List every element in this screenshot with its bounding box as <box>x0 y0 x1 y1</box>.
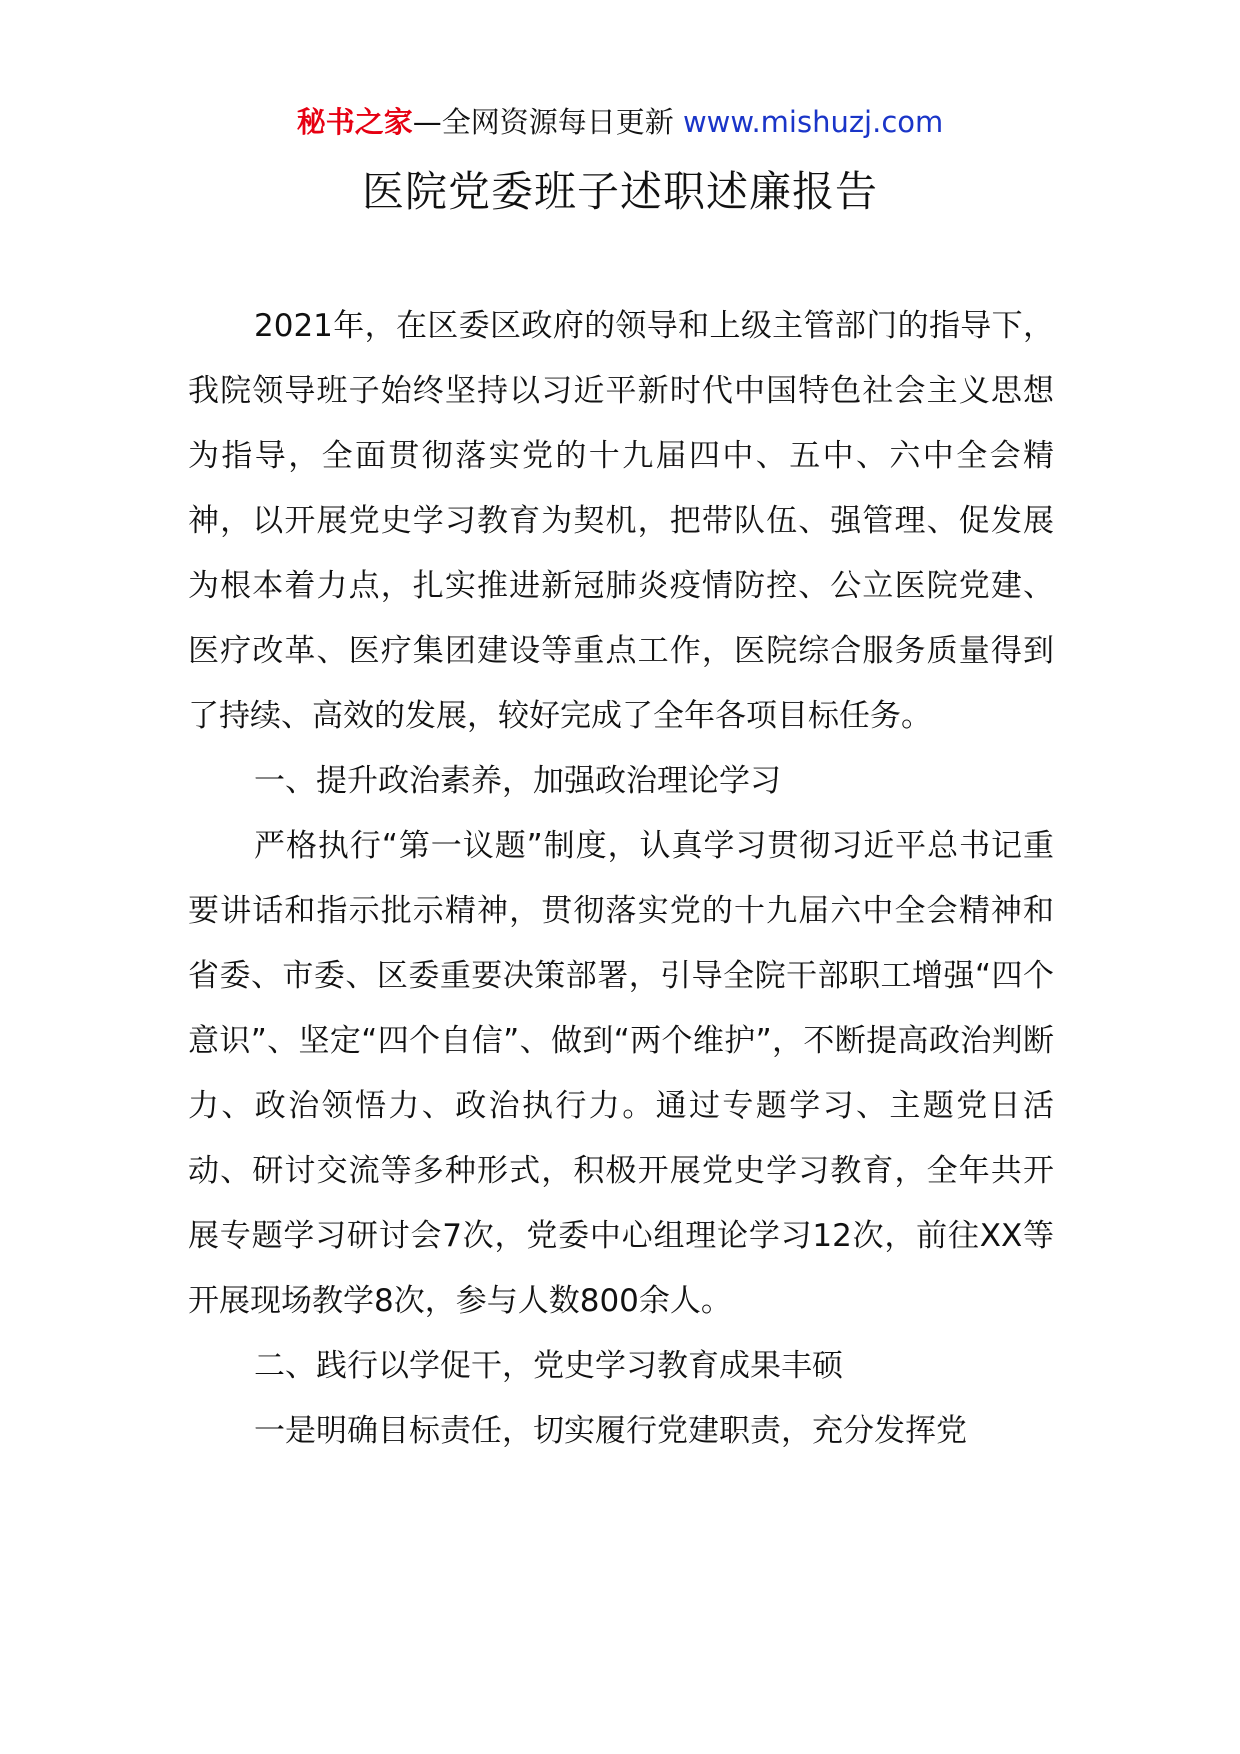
paragraph-section-2: 一是明确目标责任，切实履行党建职责，充分发挥党 <box>254 1413 967 1449</box>
brand-name: 秘书之家 <box>296 105 413 139</box>
watermark-header <box>0 102 1240 142</box>
document-title: 医院党委班子述职述廉报告 <box>361 167 878 216</box>
site-url-link[interactable]: www.mishuzj.com <box>682 105 944 139</box>
header-slogan: —全网资源每日更新 <box>412 105 674 139</box>
paragraph-section-1: 严格执行“第一议题”制度，认真学习贯彻习近平总书记重要讲话和指示批示精神，贯彻落实党的十九届六中全会精神和省委、市委、区委重要决策部署，引导全院干部职工增强“四个意识”、坚定“四个自信”、做到“两个维护”，不断提高政治判断力、政治领悟力、政治执行力。通过专题学习、主题党日活动、研讨交流等多种形式，积极开展党史学习教育，全年共开展专题学习研讨会7次，党委中心组理论学习12次，前往XX等开展现场教学8次，参与人数800余人。 <box>188 828 1054 1319</box>
section-heading-2: 二、践行以学促干，党史学习教育成果丰硕 <box>254 1348 843 1384</box>
paragraph-intro: 2021年，在区委区政府的领导和上级主管部门的指导下，我院领导班子始终坚持以习近平新时代中国特色社会主义思想为指导，全面贯彻落实党的十九届四中、五中、六中全会精神，以开展党史学习教育为契机，把带队伍、强管理、促发展为根本着力点，扎实推进新冠肺炎疫情防控、公立医院党建、医疗改革、医疗集团建设等重点工作，医院综合服务质量得到了持续、高效的发展，较好完成了全年各项目标任务。 <box>188 308 1054 734</box>
document-body <box>188 294 1054 1464</box>
section-heading-1: 一、提升政治素养，加强政治理论学习 <box>254 763 781 799</box>
